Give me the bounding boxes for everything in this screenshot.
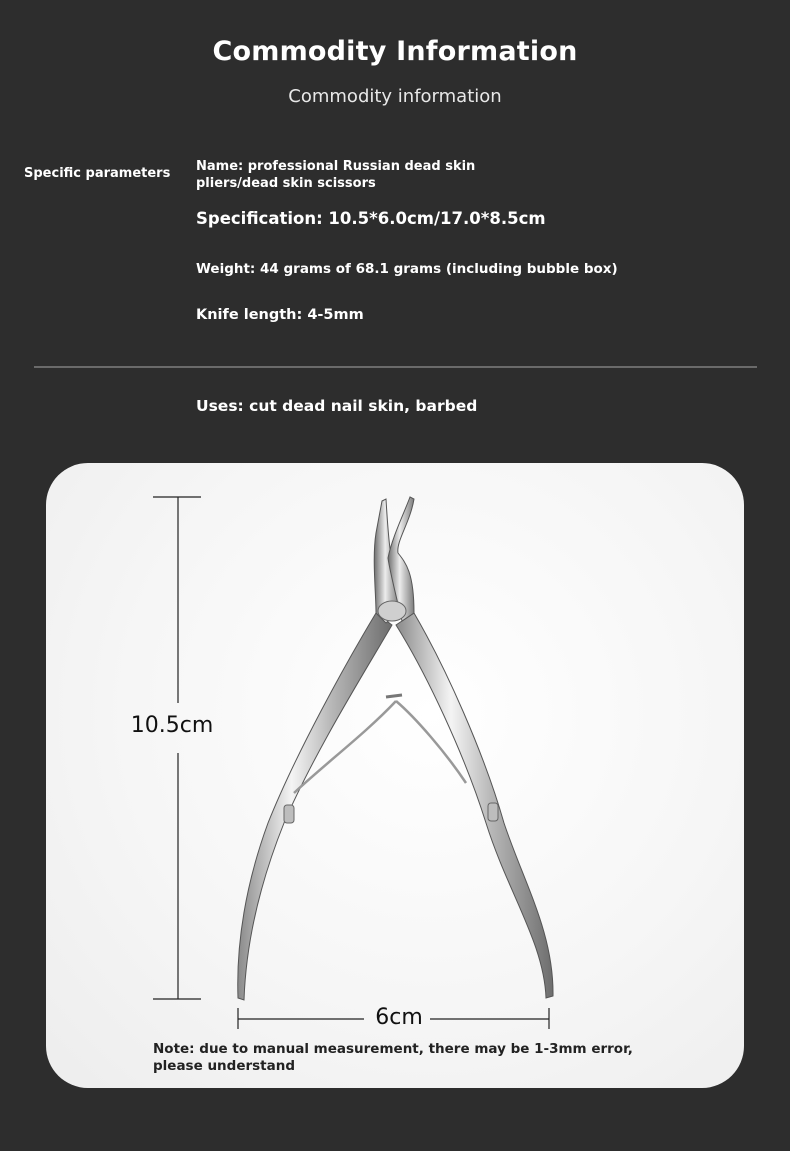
page-subtitle: Commodity information [288,86,502,107]
measurement-note: Note: due to manual measurement, there may be 1-3mm error, please understand [153,1041,633,1074]
right-handle [396,613,553,998]
param-knife-length: Knife length: 4-5mm [196,307,364,323]
param-weight: Weight: 44 grams of 68.1 grams (including bubble box) [196,261,618,277]
height-dimension-line [153,497,201,999]
height-measurement-label: 10.5cm [130,713,214,738]
param-name: Name: professional Russian dead skin pliers/dead skin scissors [196,159,476,191]
width-measurement-label: 6cm [375,1005,423,1030]
specific-parameters-label: Specific parameters [24,166,171,181]
page-title: Commodity Information [212,36,578,67]
left-handle [238,613,392,1000]
cuticle-nipper-illustration [46,463,744,1088]
param-specification: Specification: 10.5*6.0cm/17.0*8.5cm [196,209,546,228]
section-divider [34,366,757,368]
rivet-left [284,805,294,823]
rivet-right [488,803,498,821]
pivot-joint [378,601,406,621]
product-image-panel [46,463,744,1088]
param-uses: Uses: cut dead nail skin, barbed [196,397,478,415]
